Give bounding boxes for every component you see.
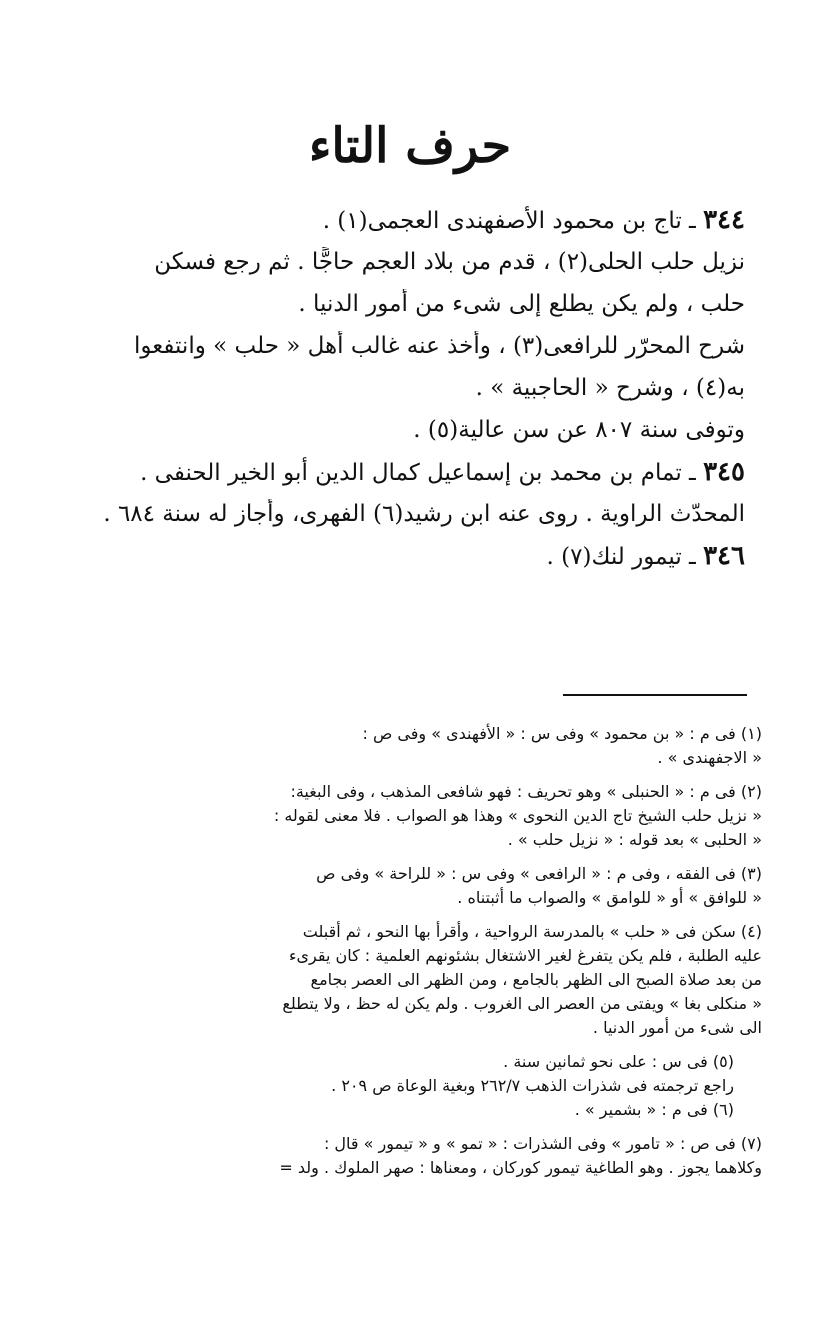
- footnote-line: (٥) فى س : على نحو ثمانين سنة .: [503, 1052, 734, 1071]
- entry-heading: [75, 541, 745, 571]
- line-text: به(٤) ، وشرح « الحاجبية » .: [475, 375, 745, 401]
- text-line: [75, 415, 745, 445]
- line-text: نزيل حلب الحلى(٢) ، قدم من بلاد العجم حاجًّا . ثم رجع فسكن: [154, 249, 745, 275]
- footnote-line: « منكلى بغا » ويفتى من العصر الى الغروب . ولم يكن له حظ ، ولا يتطلع: [282, 994, 762, 1013]
- footnote-line: « نزيل حلب الشيخ تاج الدين النحوى » وهذا هو الصواب . فلا معنى لقوله :: [273, 806, 762, 825]
- main-text: [75, 205, 745, 583]
- footnote-line: وكلاهما يجوز . وهو الطاغية تيمور كوركان ، ومعناها : صهر الملوك . ولد =: [279, 1158, 762, 1177]
- line-text: المحدّث الراوية . روى عنه ابن رشيد(٦) الفهرى، وأجاز له سنة ٦٨٤ .: [103, 501, 745, 527]
- line-text: شرح المحرّر للرافعى(٣) ، وأخذ عنه غالب أهل « حلب » وانتفعوا: [133, 333, 745, 359]
- footnote-line: (٤) سكن فى « حلب » بالمدرسة الرواحية ، وأقرأ بها النحو ، ثم أقبلت: [302, 922, 762, 941]
- text-line: [75, 331, 745, 361]
- line-text: ـ تمام بن محمد بن إسماعيل كمال الدين أبو الخير الحنفى .: [140, 460, 704, 486]
- footnote-line: راجع ترجمته فى شذرات الذهب ٢٦٢/٧ وبغية الوعاة ص ٢٠٩ .: [331, 1076, 734, 1095]
- line-text: وتوفى سنة ٨٠٧ عن سن عالية(٥) .: [413, 417, 745, 443]
- line-text: حلب ، ولم يكن يطلع إلى شىء من أمور الدنيا .: [298, 291, 745, 317]
- line-text: ـ تيمور لنك(٧) .: [546, 544, 704, 570]
- footnotes: [72, 712, 762, 1180]
- entry-number: ٣٤٥: [703, 457, 745, 487]
- footnote-line: (٢) فى م : « الحنبلى » وهو تحريف : فهو شافعى المذهب ، وفى البغية:: [290, 782, 762, 801]
- page-title: حرف التاء: [308, 118, 512, 174]
- text-line: [75, 247, 745, 277]
- footnote-line: (٧) فى ص : « تامور » وفى الشذرات : « تمو » و « تيمور » قال :: [323, 1134, 762, 1153]
- footnote-line: الى شىء من أمور الدنيا .: [592, 1018, 762, 1037]
- footnote-line: (٣) فى الفقه ، وفى م : « الرافعى » وفى س : « للراحة » وفى ص: [316, 864, 762, 883]
- text-line: [75, 289, 745, 319]
- footnote-line: « الاجفهندى » .: [657, 748, 762, 767]
- footnote-line: من بعد صلاة الصبح الى الظهر بالجامع ، ومن الظهر الى العصر بجامع: [310, 970, 762, 989]
- footnote-divider: [563, 694, 747, 696]
- entry-heading: [75, 457, 745, 487]
- line-text: ـ تاج بن محمود الأصفهندى العجمى(١) .: [322, 208, 704, 234]
- footnote-line: عليه الطلبة ، فلم يكن يتفرغ لغير الاشتغال بشئونهم العلمية : كان يقرىء: [288, 946, 762, 965]
- text-line: [75, 499, 745, 529]
- entry-number: ٣٤٦: [703, 541, 745, 571]
- footnote-line: « للوافق » أو « للوامق » والصواب ما أثبتناه .: [457, 888, 762, 907]
- text-line: [75, 373, 745, 403]
- footnote-line: (١) فى م : « بن محمود » وفى س : « الأفهندى » وفى ص :: [362, 724, 762, 743]
- entry-heading: [75, 205, 745, 235]
- footnote-line: (٦) فى م : « بشمير » .: [574, 1100, 734, 1119]
- entry-number: ٣٤٤: [703, 205, 745, 235]
- footnote-line: « الحلبى » بعد قوله : « نزيل حلب » .: [507, 830, 762, 849]
